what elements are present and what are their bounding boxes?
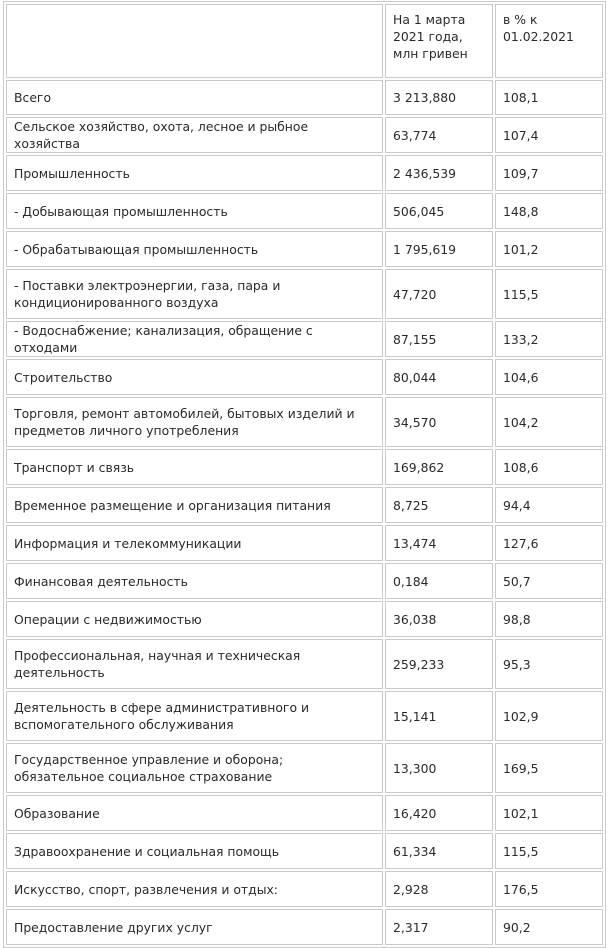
row-value-cell: 34,570: [385, 397, 493, 447]
row-label-cell: Деятельность в сфере административного и вспомогательного обслуживания: [6, 691, 383, 741]
row-label-cell: Торговля, ремонт автомобилей, бытовых изделий и предметов личного употребления: [6, 397, 383, 447]
table-row: [6, 795, 603, 831]
row-percent-cell: 90,2: [495, 909, 603, 945]
row-percent-cell: 127,6: [495, 525, 603, 561]
row-percent-cell: 50,7: [495, 563, 603, 599]
row-value-cell: 16,420: [385, 795, 493, 831]
row-label-cell: Образование: [6, 795, 383, 831]
row-value-cell: 80,044: [385, 359, 493, 395]
header-cell-percent: в % к 01.02.2021: [495, 4, 603, 78]
table-row: [6, 359, 603, 395]
table-row: [6, 691, 603, 741]
row-value-cell: 169,862: [385, 449, 493, 485]
row-label-cell: - Добывающая промышленность: [6, 193, 383, 229]
row-percent-cell: 107,4: [495, 117, 603, 153]
table-row: [6, 269, 603, 319]
row-percent-cell: 109,7: [495, 155, 603, 191]
row-label-cell: Финансовая деятельность: [6, 563, 383, 599]
row-percent-cell: 101,2: [495, 231, 603, 267]
row-percent-cell: 108,6: [495, 449, 603, 485]
row-percent-cell: 104,2: [495, 397, 603, 447]
row-percent-cell: 115,5: [495, 269, 603, 319]
header-cell-value: На 1 марта 2021 года, млн гривен: [385, 4, 493, 78]
row-percent-cell: 104,6: [495, 359, 603, 395]
row-label-cell: Всего: [6, 80, 383, 115]
row-value-cell: 506,045: [385, 193, 493, 229]
row-percent-cell: 115,5: [495, 833, 603, 869]
row-value-cell: 13,474: [385, 525, 493, 561]
row-label-cell: Сельское хозяйство, охота, лесное и рыбное хозяйства: [6, 117, 383, 153]
row-label-cell: Операции с недвижимостью: [6, 601, 383, 637]
header-cell-empty: [6, 4, 383, 78]
row-value-cell: 2,317: [385, 909, 493, 945]
row-label-cell: Искусство, спорт, развлечения и отдых:: [6, 871, 383, 907]
row-value-cell: 13,300: [385, 743, 493, 793]
row-label-cell: - Обрабатывающая промышленность: [6, 231, 383, 267]
row-value-cell: 15,141: [385, 691, 493, 741]
row-value-cell: 2,928: [385, 871, 493, 907]
row-value-cell: 1 795,619: [385, 231, 493, 267]
row-percent-cell: 94,4: [495, 487, 603, 523]
row-percent-cell: 148,8: [495, 193, 603, 229]
table-row: [6, 743, 603, 793]
row-label-cell: Промышленность: [6, 155, 383, 191]
row-value-cell: 61,334: [385, 833, 493, 869]
table-container: [3, 1, 606, 948]
table-row: [6, 321, 603, 357]
row-value-cell: 47,720: [385, 269, 493, 319]
row-label-cell: Транспорт и связь: [6, 449, 383, 485]
row-percent-cell: 176,5: [495, 871, 603, 907]
table-row: [6, 639, 603, 689]
table-row: [6, 563, 603, 599]
row-label-cell: Временное размещение и организация питания: [6, 487, 383, 523]
row-percent-cell: 133,2: [495, 321, 603, 357]
table-row: [6, 601, 603, 637]
row-label-cell: Профессиональная, научная и техническая деятельность: [6, 639, 383, 689]
row-label-cell: Информация и телекоммуникации: [6, 525, 383, 561]
row-percent-cell: 98,8: [495, 601, 603, 637]
row-value-cell: 36,038: [385, 601, 493, 637]
row-label-cell: Государственное управление и оборона; обязательное социальное страхование: [6, 743, 383, 793]
row-value-cell: 259,233: [385, 639, 493, 689]
row-label-cell: - Поставки электроэнергии, газа, пара и кондиционированного воздуха: [6, 269, 383, 319]
row-value-cell: 2 436,539: [385, 155, 493, 191]
table-row: [6, 833, 603, 869]
table-row: [6, 487, 603, 523]
data-table: [3, 1, 606, 948]
row-percent-cell: 102,1: [495, 795, 603, 831]
row-value-cell: 87,155: [385, 321, 493, 357]
row-label-cell: - Водоснабжение; канализация, обращение с отходами: [6, 321, 383, 357]
table-row: [6, 871, 603, 907]
row-percent-cell: 102,9: [495, 691, 603, 741]
row-label-cell: Предоставление других услуг: [6, 909, 383, 945]
table-row: [6, 117, 603, 153]
row-label-cell: Здравоохранение и социальная помощь: [6, 833, 383, 869]
row-value-cell: 8,725: [385, 487, 493, 523]
table-row: [6, 525, 603, 561]
table-row: [6, 155, 603, 191]
table-row: [6, 80, 603, 115]
row-percent-cell: 108,1: [495, 80, 603, 115]
table-row: [6, 231, 603, 267]
table-row: [6, 449, 603, 485]
table-header-row: [6, 4, 603, 78]
row-value-cell: 0,184: [385, 563, 493, 599]
table-row: [6, 193, 603, 229]
row-percent-cell: 169,5: [495, 743, 603, 793]
row-value-cell: 3 213,880: [385, 80, 493, 115]
table-row: [6, 397, 603, 447]
row-percent-cell: 95,3: [495, 639, 603, 689]
row-label-cell: Строительство: [6, 359, 383, 395]
row-value-cell: 63,774: [385, 117, 493, 153]
